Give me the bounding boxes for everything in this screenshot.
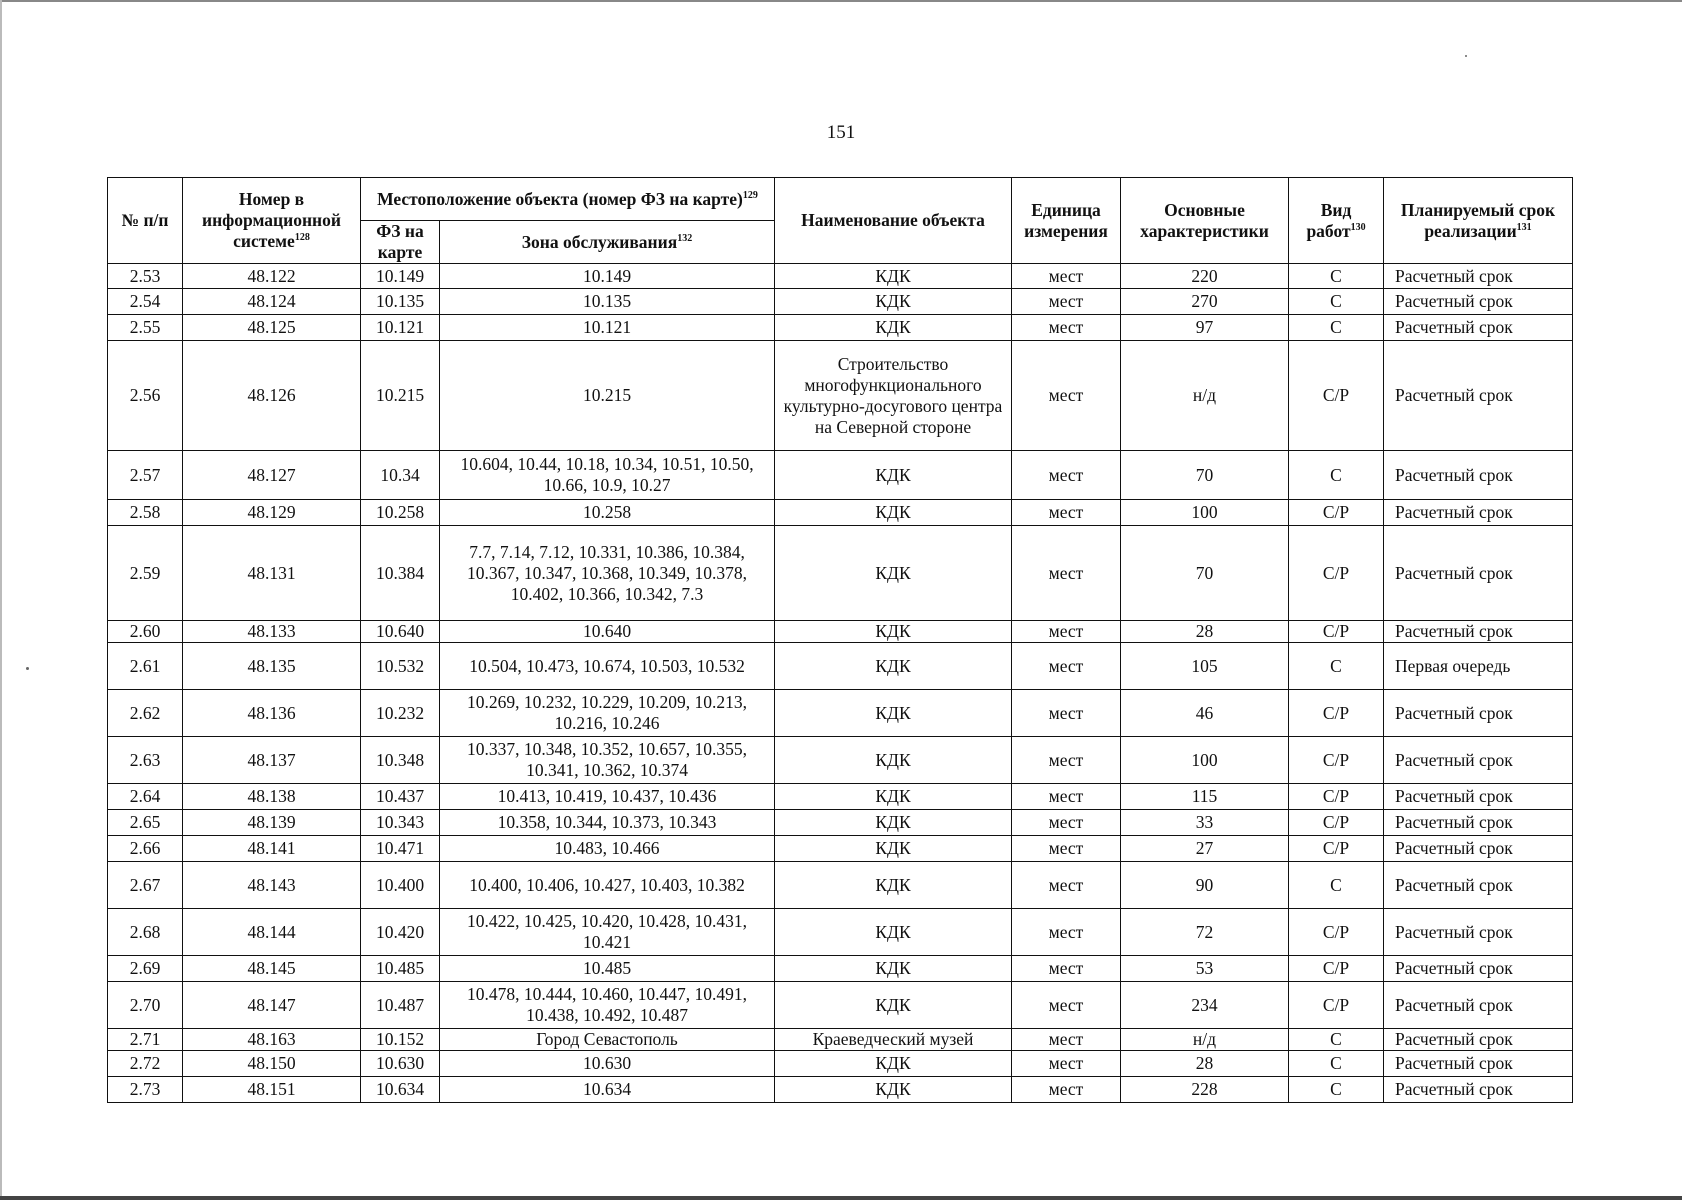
cell-row-number: 2.62 [108,690,183,737]
cell-work-type: С [1289,315,1384,341]
cell-unit: мест [1012,956,1121,982]
cell-unit: мест [1012,341,1121,451]
cell-characteristics: 33 [1121,810,1289,836]
cell-object-name: КДК [775,451,1012,500]
cell-row-number: 2.65 [108,810,183,836]
cell-service-zone: 10.215 [440,341,775,451]
cell-unit: мест [1012,810,1121,836]
cell-unit: мест [1012,1051,1121,1077]
footnote-ref: 129 [742,189,758,201]
table-row [108,862,1573,909]
cell-object-name: КДК [775,1077,1012,1103]
scan-edge-left [0,0,2,1200]
table-row [108,1029,1573,1051]
cell-info-system-number: 48.145 [183,956,361,982]
scan-speck [26,667,29,670]
cell-object-name: КДК [775,526,1012,621]
cell-characteristics: 220 [1121,264,1289,289]
cell-service-zone: 10.630 [440,1051,775,1077]
cell-row-number: 2.53 [108,264,183,289]
cell-fz-on-map: 10.471 [361,836,440,862]
cell-row-number: 2.66 [108,836,183,862]
table-row [108,621,1573,643]
cell-fz-on-map: 10.400 [361,862,440,909]
cell-fz-on-map: 10.420 [361,909,440,956]
cell-characteristics: 27 [1121,836,1289,862]
cell-term: Расчетный срок [1384,836,1573,862]
table-row [108,315,1573,341]
cell-work-type: С [1289,264,1384,289]
cell-unit: мест [1012,526,1121,621]
cell-object-name: КДК [775,690,1012,737]
cell-unit: мест [1012,909,1121,956]
table-row [108,836,1573,862]
cell-service-zone: 10.135 [440,289,775,315]
table-row [108,909,1573,956]
cell-service-zone: Город Севастополь [440,1029,775,1051]
cell-term: Расчетный срок [1384,909,1573,956]
cell-fz-on-map: 10.258 [361,500,440,526]
cell-work-type: С/Р [1289,956,1384,982]
cell-term: Расчетный срок [1384,621,1573,643]
cell-row-number: 2.72 [108,1051,183,1077]
table-row [108,784,1573,810]
cell-info-system-number: 48.151 [183,1077,361,1103]
cell-object-name: КДК [775,621,1012,643]
scan-edge-top [0,0,1682,2]
cell-service-zone: 10.604, 10.44, 10.18, 10.34, 10.51, 10.50, 10.66, 10.9, 10.27 [440,451,775,500]
cell-info-system-number: 48.129 [183,500,361,526]
table-row [108,1077,1573,1103]
cell-object-name: КДК [775,643,1012,690]
scan-speck [1465,55,1467,57]
cell-fz-on-map: 10.437 [361,784,440,810]
cell-characteristics: н/д [1121,341,1289,451]
cell-unit: мест [1012,836,1121,862]
cell-service-zone: 10.422, 10.425, 10.420, 10.428, 10.431, 10.421 [440,909,775,956]
cell-row-number: 2.68 [108,909,183,956]
header-term-text: Планируемый срок реализации [1400,199,1556,241]
cell-info-system-number: 48.141 [183,836,361,862]
cell-info-system-number: 48.133 [183,621,361,643]
cell-row-number: 2.57 [108,451,183,500]
cell-info-system-number: 48.147 [183,982,361,1029]
cell-characteristics: 90 [1121,862,1289,909]
cell-work-type: С/Р [1289,737,1384,784]
cell-row-number: 2.69 [108,956,183,982]
cell-object-name: КДК [775,784,1012,810]
cell-characteristics: 53 [1121,956,1289,982]
table-row [108,289,1573,315]
cell-fz-on-map: 10.348 [361,737,440,784]
cell-info-system-number: 48.122 [183,264,361,289]
cell-fz-on-map: 10.640 [361,621,440,643]
planned-objects-table [107,177,1573,1103]
cell-row-number: 2.73 [108,1077,183,1103]
cell-work-type: С [1289,289,1384,315]
cell-object-name: КДК [775,264,1012,289]
cell-work-type: С/Р [1289,500,1384,526]
cell-info-system-number: 48.163 [183,1029,361,1051]
header-num: № п/п [108,178,183,264]
cell-service-zone: 10.413, 10.419, 10.437, 10.436 [440,784,775,810]
table-row [108,956,1573,982]
cell-term: Расчетный срок [1384,500,1573,526]
cell-service-zone: 10.640 [440,621,775,643]
cell-info-system-number: 48.125 [183,315,361,341]
cell-info-system-number: 48.136 [183,690,361,737]
cell-info-system-number: 48.126 [183,341,361,451]
cell-service-zone: 10.358, 10.344, 10.373, 10.343 [440,810,775,836]
cell-info-system-number: 48.131 [183,526,361,621]
table-row [108,526,1573,621]
cell-characteristics: 46 [1121,690,1289,737]
cell-object-name: КДК [775,836,1012,862]
footnote-ref: 128 [294,232,310,244]
cell-fz-on-map: 10.152 [361,1029,440,1051]
cell-unit: мест [1012,982,1121,1029]
cell-unit: мест [1012,1029,1121,1051]
cell-work-type: С [1289,862,1384,909]
cell-work-type: С [1289,451,1384,500]
cell-term: Расчетный срок [1384,982,1573,1029]
cell-row-number: 2.67 [108,862,183,909]
cell-unit: мест [1012,264,1121,289]
cell-unit: мест [1012,1077,1121,1103]
cell-info-system-number: 48.150 [183,1051,361,1077]
table-row [108,810,1573,836]
cell-term: Расчетный срок [1384,737,1573,784]
cell-fz-on-map: 10.121 [361,315,440,341]
cell-row-number: 2.55 [108,315,183,341]
cell-object-name: КДК [775,909,1012,956]
cell-object-name: КДК [775,1051,1012,1077]
cell-term: Расчетный срок [1384,451,1573,500]
cell-work-type: С [1289,1077,1384,1103]
cell-unit: мест [1012,621,1121,643]
footnote-ref: 131 [1516,221,1532,233]
table-row [108,500,1573,526]
cell-unit: мест [1012,784,1121,810]
cell-fz-on-map: 10.34 [361,451,440,500]
cell-work-type: С/Р [1289,621,1384,643]
cell-object-name: КДК [775,956,1012,982]
cell-info-system-number: 48.143 [183,862,361,909]
cell-unit: мест [1012,451,1121,500]
cell-info-system-number: 48.139 [183,810,361,836]
cell-row-number: 2.70 [108,982,183,1029]
cell-term: Расчетный срок [1384,810,1573,836]
cell-row-number: 2.64 [108,784,183,810]
cell-work-type: С [1289,1051,1384,1077]
cell-characteristics: 70 [1121,451,1289,500]
header-unit: Единица измерения [1012,178,1121,264]
cell-work-type: С/Р [1289,341,1384,451]
table-row [108,690,1573,737]
cell-characteristics: н/д [1121,1029,1289,1051]
cell-info-system-number: 48.135 [183,643,361,690]
cell-term: Расчетный срок [1384,862,1573,909]
cell-characteristics: 228 [1121,1077,1289,1103]
cell-row-number: 2.63 [108,737,183,784]
table-row [108,451,1573,500]
cell-work-type: С/Р [1289,690,1384,737]
cell-service-zone: 10.269, 10.232, 10.229, 10.209, 10.213, 10.216, 10.246 [440,690,775,737]
cell-characteristics: 97 [1121,315,1289,341]
cell-characteristics: 72 [1121,909,1289,956]
cell-object-name: КДК [775,500,1012,526]
cell-term: Расчетный срок [1384,1051,1573,1077]
cell-info-system-number: 48.144 [183,909,361,956]
header-fz-on-map: ФЗ на карте [361,221,440,264]
cell-info-system-number: 48.138 [183,784,361,810]
cell-service-zone: 10.149 [440,264,775,289]
header-service-zone [440,221,775,264]
cell-characteristics: 115 [1121,784,1289,810]
cell-row-number: 2.54 [108,289,183,315]
cell-characteristics: 105 [1121,643,1289,690]
cell-work-type: С [1289,1029,1384,1051]
cell-term: Первая очередь [1384,643,1573,690]
cell-work-type: С/Р [1289,909,1384,956]
cell-characteristics: 70 [1121,526,1289,621]
cell-object-name: КДК [775,982,1012,1029]
header-location-text: Местоположение объекта (номер ФЗ на карте) [377,188,743,209]
cell-term: Расчетный срок [1384,341,1573,451]
scan-edge-bottom [0,1196,1682,1200]
table-row [108,737,1573,784]
cell-row-number: 2.56 [108,341,183,451]
cell-info-system-number: 48.127 [183,451,361,500]
cell-service-zone: 10.121 [440,315,775,341]
cell-fz-on-map: 10.487 [361,982,440,1029]
cell-object-name: КДК [775,315,1012,341]
cell-work-type: С/Р [1289,836,1384,862]
header-info-system-number [183,178,361,264]
table-row [108,341,1573,451]
cell-unit: мест [1012,862,1121,909]
cell-term: Расчетный срок [1384,264,1573,289]
cell-object-name: Строительство многофункционального культурно-досугового центра на Северной стороне [775,341,1012,451]
table-row [108,264,1573,289]
cell-row-number: 2.61 [108,643,183,690]
cell-term: Расчетный срок [1384,690,1573,737]
cell-fz-on-map: 10.384 [361,526,440,621]
cell-object-name: КДК [775,810,1012,836]
table-row [108,982,1573,1029]
cell-fz-on-map: 10.343 [361,810,440,836]
cell-object-name: КДК [775,737,1012,784]
cell-term: Расчетный срок [1384,784,1573,810]
cell-work-type: С [1289,643,1384,690]
cell-service-zone: 10.485 [440,956,775,982]
header-info-system-number-text: Номер в информационной системе [202,189,341,251]
cell-work-type: С/Р [1289,526,1384,621]
header-service-zone-text: Зона обслуживания [521,231,678,252]
cell-term: Расчетный срок [1384,956,1573,982]
cell-fz-on-map: 10.135 [361,289,440,315]
cell-unit: мест [1012,315,1121,341]
cell-service-zone: 10.400, 10.406, 10.427, 10.403, 10.382 [440,862,775,909]
cell-service-zone: 7.7, 7.14, 7.12, 10.331, 10.386, 10.384, 10.367, 10.347, 10.368, 10.349, 10.378, 10.402, 10.366, 10.342, 7.3 [440,526,775,621]
cell-characteristics: 100 [1121,500,1289,526]
cell-service-zone: 10.483, 10.466 [440,836,775,862]
cell-characteristics: 28 [1121,621,1289,643]
cell-object-name: Краеведческий музей [775,1029,1012,1051]
cell-fz-on-map: 10.232 [361,690,440,737]
cell-fz-on-map: 10.630 [361,1051,440,1077]
cell-characteristics: 100 [1121,737,1289,784]
header-characteristics: Основные характеристики [1121,178,1289,264]
cell-term: Расчетный срок [1384,315,1573,341]
cell-work-type: С/Р [1289,810,1384,836]
cell-term: Расчетный срок [1384,526,1573,621]
header-work-type [1289,178,1384,264]
cell-row-number: 2.60 [108,621,183,643]
cell-service-zone: 10.504, 10.473, 10.674, 10.503, 10.532 [440,643,775,690]
cell-characteristics: 270 [1121,289,1289,315]
cell-service-zone: 10.634 [440,1077,775,1103]
page-number: 151 [826,122,856,143]
cell-characteristics: 234 [1121,982,1289,1029]
cell-unit: мест [1012,643,1121,690]
cell-object-name: КДК [775,289,1012,315]
cell-service-zone: 10.337, 10.348, 10.352, 10.657, 10.355, 10.341, 10.362, 10.374 [440,737,775,784]
cell-fz-on-map: 10.532 [361,643,440,690]
cell-row-number: 2.59 [108,526,183,621]
table-header [108,178,1573,264]
table-row [108,1051,1573,1077]
cell-info-system-number: 48.124 [183,289,361,315]
table-row [108,643,1573,690]
cell-row-number: 2.71 [108,1029,183,1051]
header-term [1384,178,1573,264]
cell-fz-on-map: 10.215 [361,341,440,451]
cell-fz-on-map: 10.485 [361,956,440,982]
cell-object-name: КДК [775,862,1012,909]
cell-fz-on-map: 10.634 [361,1077,440,1103]
cell-info-system-number: 48.137 [183,737,361,784]
table-body [108,264,1573,1103]
cell-term: Расчетный срок [1384,1077,1573,1103]
cell-fz-on-map: 10.149 [361,264,440,289]
cell-term: Расчетный срок [1384,289,1573,315]
header-work-type-text: Вид работ [1306,199,1352,241]
cell-characteristics: 28 [1121,1051,1289,1077]
header-object-name: Наименование объекта [775,178,1012,264]
cell-service-zone: 10.258 [440,500,775,526]
cell-service-zone: 10.478, 10.444, 10.460, 10.447, 10.491, 10.438, 10.492, 10.487 [440,982,775,1029]
cell-unit: мест [1012,500,1121,526]
cell-row-number: 2.58 [108,500,183,526]
footnote-ref: 132 [677,232,693,244]
cell-term: Расчетный срок [1384,1029,1573,1051]
cell-unit: мест [1012,690,1121,737]
cell-unit: мест [1012,737,1121,784]
cell-unit: мест [1012,289,1121,315]
footnote-ref: 130 [1350,221,1366,233]
header-location [361,178,775,221]
cell-work-type: С/Р [1289,784,1384,810]
cell-work-type: С/Р [1289,982,1384,1029]
